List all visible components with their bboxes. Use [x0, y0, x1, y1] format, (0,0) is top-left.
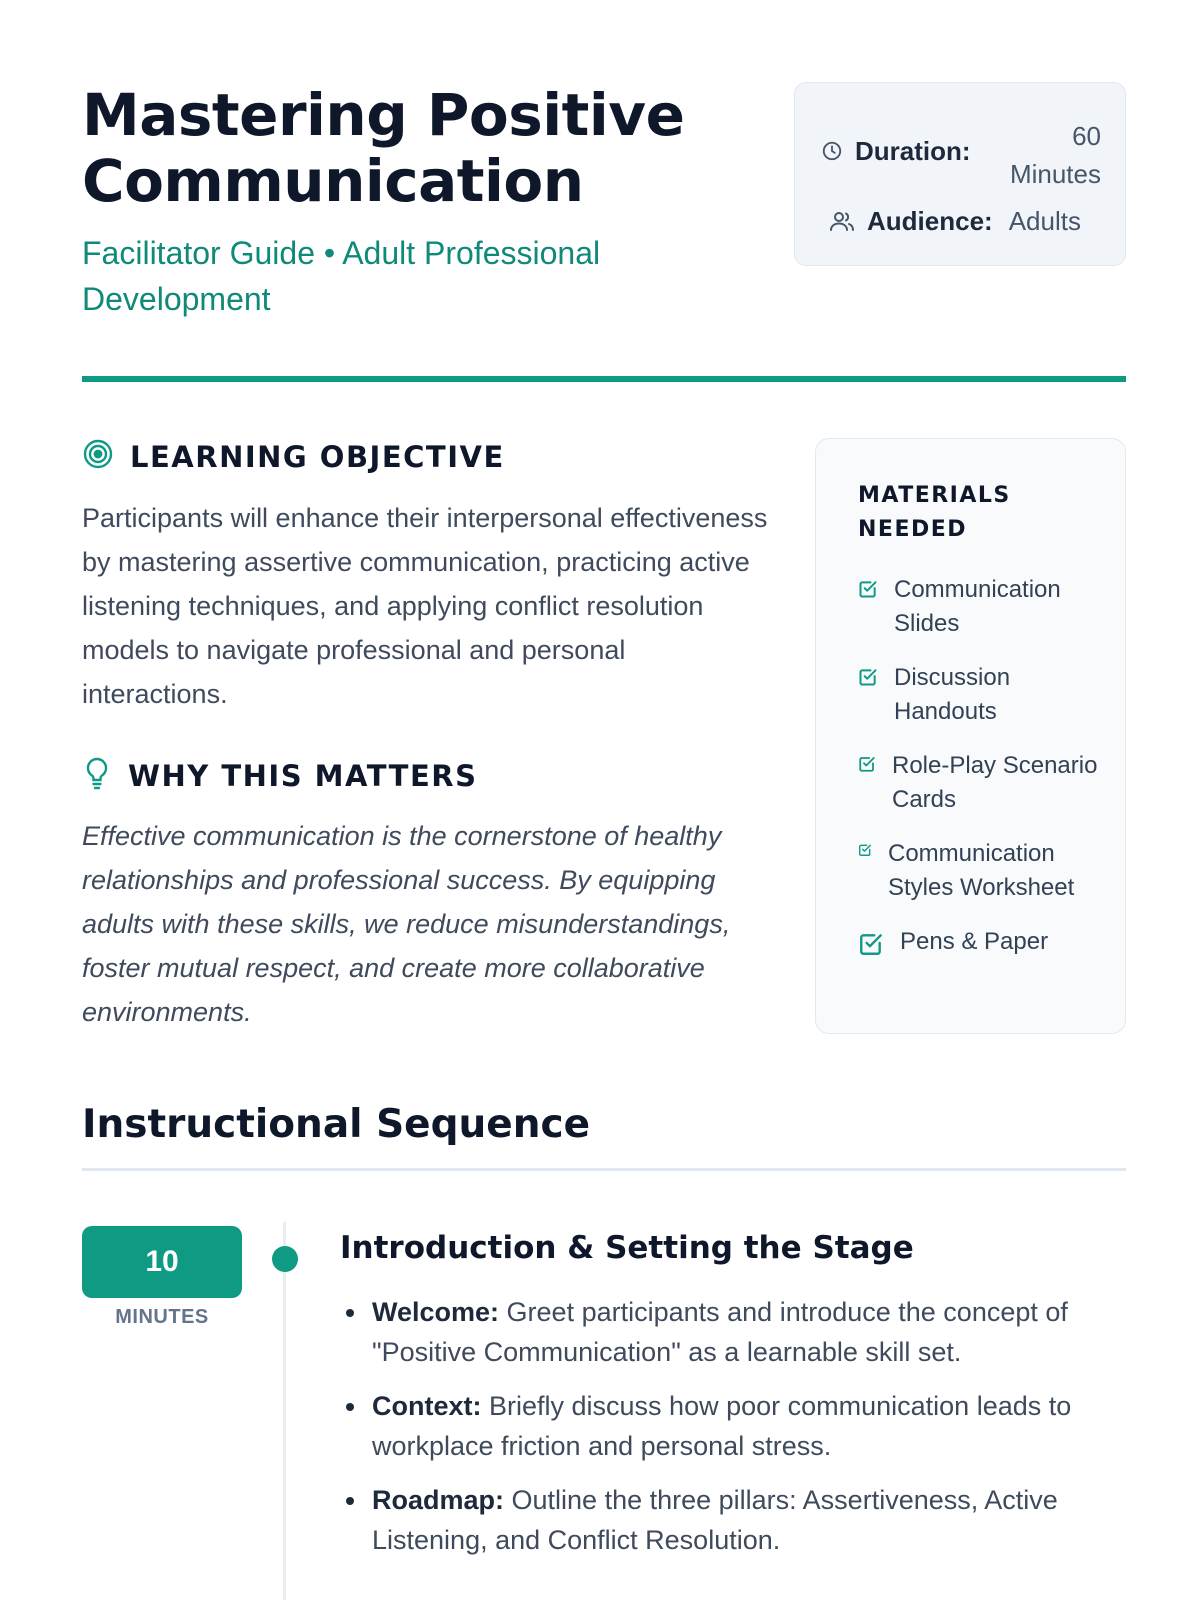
why-heading: WHY THIS MATTERS: [128, 758, 478, 793]
check-square-icon: [858, 755, 876, 778]
page-subtitle: Facilitator Guide • Adult Professional Development: [82, 235, 601, 317]
check-square-icon: [858, 931, 884, 962]
material-label: Pens & Paper: [900, 928, 1049, 955]
material-label: Communication Styles Worksheet: [888, 840, 1075, 901]
page-title: Mastering Positive Communication: [82, 81, 685, 215]
bullet-label: Welcome:: [372, 1297, 500, 1327]
bullet-label: Roadmap:: [372, 1485, 505, 1515]
bullet-label: Context:: [372, 1391, 482, 1421]
materials-list: [858, 573, 1118, 982]
audience-row: [829, 201, 1101, 241]
step-title: Introduction & Setting the Stage: [340, 1230, 914, 1266]
material-item: [858, 925, 1118, 962]
check-square-icon: [858, 667, 878, 692]
step-bullet: [340, 1292, 1130, 1372]
target-icon: [82, 438, 114, 475]
duration-value: 60 Minutes: [1009, 121, 1101, 189]
material-label: Communication Slides: [894, 576, 1061, 637]
check-square-icon: [858, 579, 878, 604]
bullet-text: Briefly discuss how poor communication leads to workplace friction and personal stress.: [372, 1391, 1072, 1461]
material-item: [858, 661, 1118, 729]
bullet-text: Greet participants and introduce the concept of "Positive Communication" as a learnable skill set.: [372, 1297, 1068, 1367]
audience-value: Adults: [1008, 205, 1081, 236]
why-heading-row: [82, 756, 478, 795]
step-bullet: [340, 1386, 1130, 1466]
bullet-text: Outline the three pillars: Assertiveness, Active Listening, and Conflict Resolution.: [372, 1485, 1058, 1555]
material-label: Role-Play Scenario Cards: [892, 752, 1098, 813]
check-square-icon: [858, 843, 872, 862]
users-icon: [829, 209, 855, 233]
objective-text: Participants will enhance their interpersonal effectiveness by mastering assertive communication, practicing active listening techniques, and applying conflict resolution models to navigate professional and personal interactions.: [82, 503, 768, 709]
audience-label: Audience:: [867, 205, 993, 236]
timeline-line: [283, 1222, 286, 1600]
step-duration-badge: 10: [82, 1226, 242, 1298]
sequence-heading: Instructional Sequence: [82, 1102, 591, 1147]
sequence-divider: [82, 1168, 1126, 1171]
session-meta-card: [794, 82, 1126, 266]
clock-icon: [821, 140, 843, 162]
materials-heading: MATERIALS NEEDED: [858, 483, 1011, 542]
lightbulb-icon: [82, 756, 112, 795]
duration-label: Duration:: [855, 135, 971, 166]
materials-card: [815, 438, 1126, 1034]
header-divider: [82, 376, 1126, 382]
objective-heading: LEARNING OBJECTIVE: [130, 439, 505, 474]
objective-heading-row: [82, 438, 505, 475]
timeline-dot: [272, 1246, 298, 1272]
step-bullet: [340, 1480, 1130, 1560]
why-text: Effective communication is the cornerstone of healthy relationships and professional success. By equipping adults with these skills, we reduce misunderstandings, foster mutual respect, and create more collaborative environments.: [82, 821, 731, 1027]
material-item: [858, 837, 1118, 905]
material-label: Discussion Handouts: [894, 664, 1011, 725]
step-duration-unit: MINUTES: [115, 1306, 209, 1328]
material-item: [858, 749, 1118, 817]
step-bullets: [340, 1292, 1130, 1574]
material-item: [858, 573, 1118, 641]
duration-row: [821, 117, 1101, 189]
